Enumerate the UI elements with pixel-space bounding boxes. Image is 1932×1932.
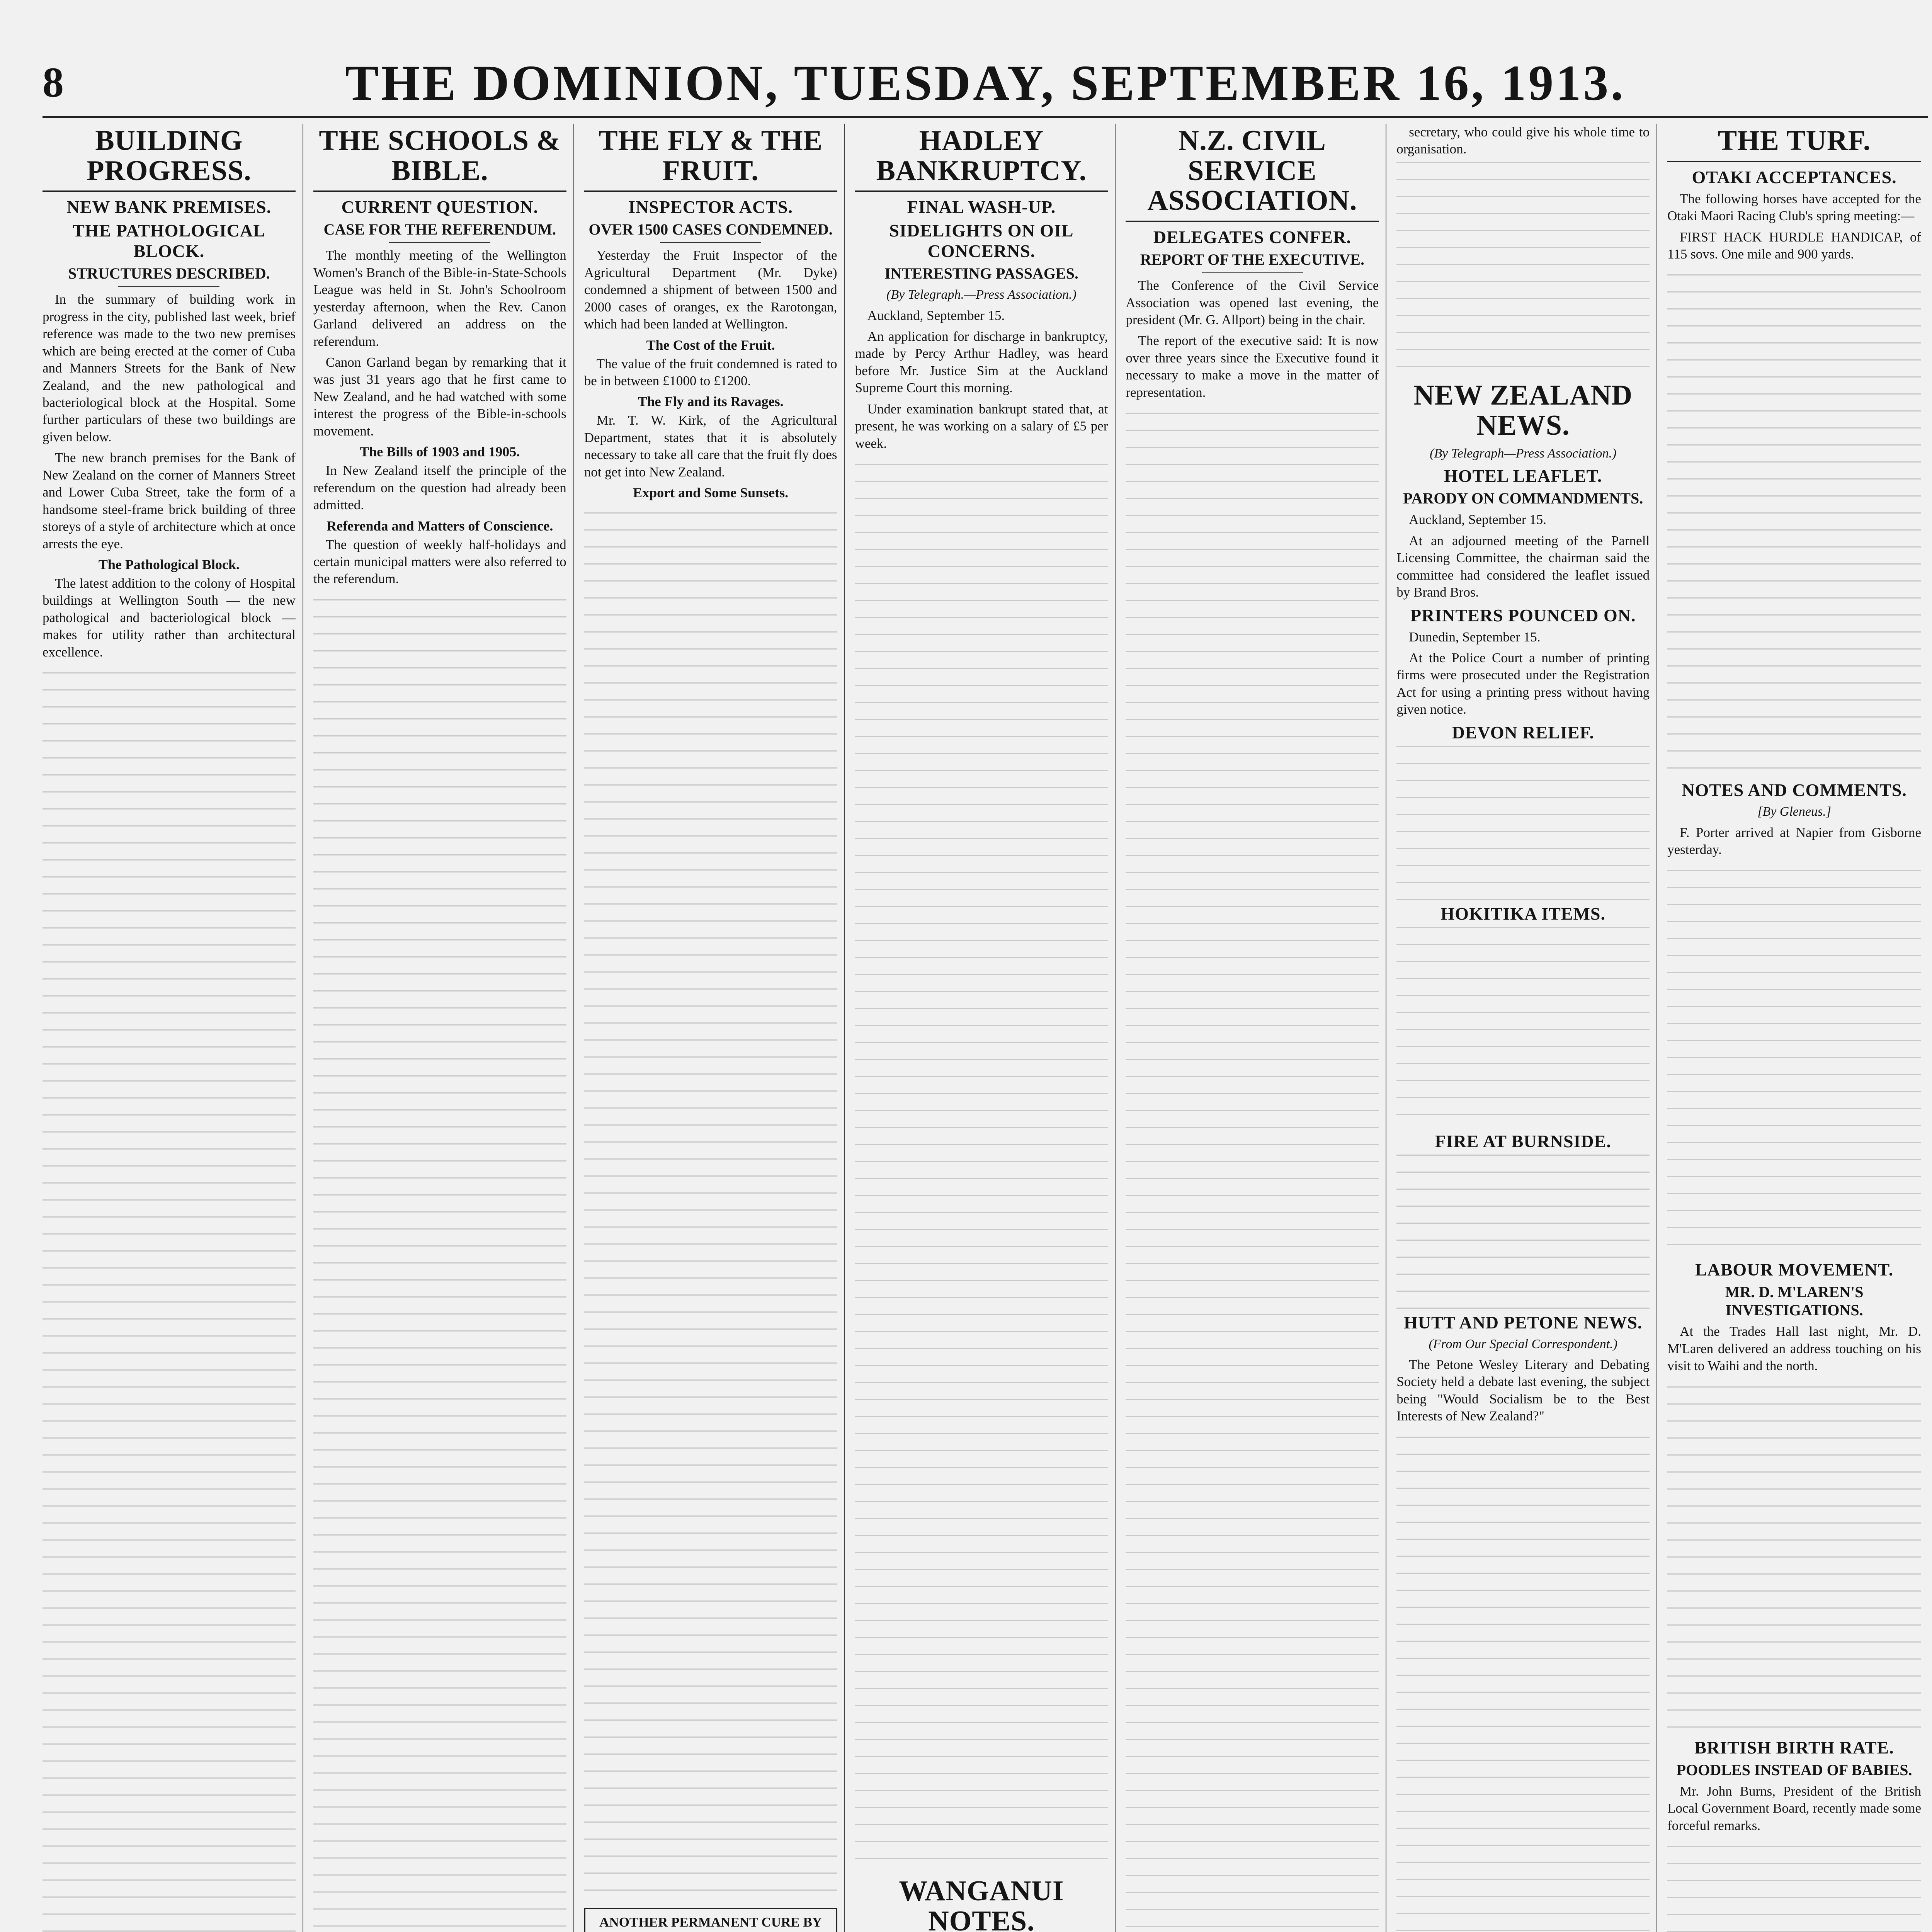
- body-paragraph: Mr. T. W. Kirk, of the Agricultural Department, states that it is absolutely necessary to take all care that the fruit fly does not get into New Zealand.: [584, 413, 837, 480]
- body-paragraph: An application for discharge in bankruptcy, made by Percy Arthur Hadley, was heard before Mr. Justice Sim at the Auckland Supreme Court this morning.: [855, 328, 1108, 396]
- article-headline: THE TURF.: [1718, 125, 1871, 156]
- divider: [389, 242, 490, 243]
- article-subheading: DEVON RELIEF.: [1452, 722, 1594, 742]
- body-paragraph: The question of weekly half-holidays and certain municipal matters were also referred to the referendum.: [313, 537, 566, 587]
- text-column-fill: [1396, 1155, 1650, 1309]
- body-paragraph: Yesterday the Fruit Inspector of the Agricultural Department (Mr. Dyke) condemned a shipment of between 1500 and 2000 cases of oranges, ex the Rarotongan, which had been landed at Wellington.: [584, 248, 837, 332]
- text-column-fill: [1396, 927, 1650, 1128]
- body-paragraph: At an adjourned meeting of the Parnell Licensing Committee, the chairman said the committee had considered the leaflet issued by Brand Bros.: [1396, 533, 1650, 600]
- column-1: [43, 124, 303, 1932]
- masthead: [43, 50, 1928, 118]
- dateline: Auckland, September 15.: [1409, 512, 1547, 527]
- divider: [118, 286, 219, 287]
- article-fly-fruit: [584, 126, 837, 501]
- body-paragraph: The following horses have accepted for the Otaki Maori Racing Club's spring meeting:—: [1667, 191, 1921, 224]
- article-headline: BUILDING PROGRESS.: [87, 125, 252, 187]
- body-paragraph: In New Zealand itself the principle of the referendum on the question had already been admitted.: [313, 463, 566, 513]
- column-6: [1396, 124, 1657, 1932]
- article-subheading: OVER 1500 CASES CONDEMNED.: [588, 221, 833, 238]
- article-subheading: INSPECTOR ACTS.: [628, 197, 793, 217]
- byline: (From Our Special Correspondent.): [1429, 1337, 1617, 1351]
- body-paragraph: The latest addition to the colony of Hospital buildings at Wellington South — the new pathological and bacteriological block — makes for utility rather than architectural excellence.: [43, 575, 296, 660]
- article-subheading: NEW BANK PREMISES.: [66, 197, 272, 217]
- column-2: [313, 124, 574, 1932]
- body-paragraph: The monthly meeting of the Wellington Women's Branch of the Bible-in-State-Schools League was held in St. John's Schoolroom yesterday afternoon, when the Rev. Canon Garland delivered an address on the referendum.: [313, 248, 566, 349]
- article-subheading: LABOUR MOVEMENT.: [1695, 1260, 1894, 1280]
- section-heading: Export and Some Sunsets.: [633, 485, 789, 501]
- article-subheading: MR. D. M'LAREN'S INVESTIGATIONS.: [1725, 1283, 1864, 1319]
- text-column-fill: [1126, 413, 1379, 1932]
- text-column-fill: [1396, 746, 1650, 900]
- advertisement-box: [584, 1908, 837, 1932]
- newspaper-title: THE DOMINION, TUESDAY, SEPTEMBER 16, 1913.: [345, 55, 1626, 111]
- text-column-fill: [855, 464, 1108, 1874]
- divider: [855, 190, 1108, 192]
- column-5: [1126, 124, 1386, 1932]
- article-subheading: HUTT AND PETONE NEWS.: [1403, 1312, 1643, 1332]
- divider: [660, 242, 761, 243]
- article-headline: NEW ZEALAND NEWS.: [1413, 379, 1633, 441]
- article-subheading: OTAKI ACCEPTANCES.: [1692, 167, 1897, 187]
- text-column-fill: [313, 599, 566, 1932]
- article-subheading: DELEGATES CONFER.: [1153, 227, 1351, 247]
- article-turf: [1667, 126, 1921, 263]
- byline: (By Telegraph.—Press Association.): [886, 287, 1077, 302]
- byline: [By Gleneus.]: [1757, 804, 1831, 819]
- article-subheading: FINAL WASH-UP.: [907, 197, 1056, 217]
- article-civil-service: [1126, 126, 1379, 401]
- body-paragraph: The report of the executive said: It is now over three years since the Executive found it necessary to make a move in the matter of representation.: [1126, 333, 1379, 400]
- page-number: 8: [43, 59, 64, 106]
- divider: [584, 190, 837, 192]
- article-subheading: BRITISH BIRTH RATE.: [1694, 1737, 1894, 1757]
- text-column-fill: [1396, 1437, 1650, 1932]
- body-paragraph: F. Porter arrived at Napier from Gisborne yesterday.: [1667, 825, 1921, 857]
- text-column-fill: [1667, 1846, 1921, 1932]
- body-paragraph: In the summary of building work in progress in the city, published last week, brief reference was made to the two new premises which are being erected at the corner of Cuba and Manners Streets for the Bank of New Zealand, and the new pathological and bacteriological block at the Hospital. Some further particulars of these two buildings are given below.: [43, 292, 296, 444]
- article-subheading: PRINTERS POUNCED ON.: [1410, 605, 1636, 625]
- article-headline: WANGANUI NOTES.: [899, 1875, 1064, 1932]
- section-heading: Referenda and Matters of Conscience.: [327, 518, 553, 534]
- article-headline: HADLEY BANKRUPTCY.: [876, 125, 1087, 187]
- body-paragraph: At the Trades Hall last night, Mr. D. M'Laren delivered an address touching on his visit to Waihi and the north.: [1667, 1324, 1921, 1374]
- article-headline: THE SCHOOLS & BIBLE.: [319, 125, 561, 187]
- text-column-fill: [1667, 1386, 1921, 1734]
- body-paragraph: The Petone Wesley Literary and Debating Society held a debate last evening, the subject being "Would Socialism be to the Best Interests of New Zealand?": [1396, 1357, 1650, 1424]
- article-notes-comments: [1667, 780, 1921, 858]
- body-paragraph: Mr. John Burns, President of the British Local Government Board, recently made some forceful remarks.: [1667, 1783, 1921, 1833]
- divider: [1126, 221, 1379, 222]
- article-subheading: CURRENT QUESTION.: [341, 197, 539, 217]
- divider: [1667, 161, 1921, 162]
- article-headline: THE FLY & THE FRUIT.: [599, 125, 823, 187]
- divider: [43, 190, 296, 192]
- text-column-fill: [1667, 870, 1921, 1256]
- article-subheading: HOTEL LEAFLET.: [1444, 466, 1602, 486]
- dateline: Auckland, September 15.: [867, 308, 1005, 323]
- article-subheading: FIRE AT BURNSIDE.: [1435, 1131, 1611, 1151]
- section-heading: The Bills of 1903 and 1905.: [360, 444, 520, 460]
- text-column-fill: [584, 512, 837, 1903]
- column-3: [584, 124, 845, 1932]
- article-subheading: REPORT OF THE EXECUTIVE.: [1140, 251, 1364, 269]
- article-subheading: SIDELIGHTS ON OIL CONCERNS.: [889, 221, 1074, 261]
- article-columns: [43, 124, 1928, 1932]
- body-paragraph: At the Police Court a number of printing firms were prosecuted under the Registration Act for using a printing press without having given notice.: [1396, 650, 1650, 717]
- column-7: [1667, 124, 1928, 1932]
- body-paragraph: FIRST HACK HURDLE HANDICAP, of 115 sovs. One mile and 900 yards.: [1667, 229, 1921, 262]
- divider: [313, 190, 566, 192]
- text-column-fill: [1396, 162, 1650, 378]
- article-subheading: INTERESTING PASSAGES.: [884, 265, 1078, 282]
- article-subheading: NOTES AND COMMENTS.: [1682, 780, 1907, 800]
- article-hadley-bankruptcy: [855, 126, 1108, 452]
- body-paragraph: The Conference of the Civil Service Association was opened last evening, the president (Mr. G. Allport) being in the chair.: [1126, 278, 1379, 327]
- body-paragraph: Canon Garland began by remarking that it was just 31 years ago that he first came to New Zealand, and he had watched with some interest the progress of the Bible-in-schools movement.: [313, 355, 566, 439]
- article-subheading: POODLES INSTEAD OF BABIES.: [1676, 1761, 1912, 1779]
- article-birth-rate: [1667, 1737, 1921, 1834]
- article-schools-bible: [313, 126, 566, 588]
- advertisement-headline: ANOTHER PERMANENT CURE BY: [599, 1915, 822, 1930]
- text-column-fill: [43, 672, 296, 1932]
- body-paragraph: The value of the fruit condemned is rated to be in between £1000 to £1200.: [584, 356, 837, 388]
- article-headline: N.Z. CIVIL SERVICE ASSOCIATION.: [1147, 125, 1357, 217]
- section-heading: The Pathological Block.: [98, 556, 240, 572]
- divider: [1202, 272, 1303, 273]
- article-nz-news: [1396, 381, 1650, 1425]
- dateline: Dunedin, September 15.: [1409, 629, 1541, 645]
- body-paragraph: The new branch premises for the Bank of New Zealand on the corner of Manners Street and Lower Cuba Street, take the form of a handsome steel-frame brick building of three storeys of a style of architecture which at once arrests the eye.: [43, 450, 296, 551]
- byline: (By Telegraph—Press Association.): [1430, 446, 1617, 461]
- article-subheading: CASE FOR THE REFERENDUM.: [323, 221, 556, 238]
- column-4: [855, 124, 1116, 1932]
- article-subheading: HOKITIKA ITEMS.: [1440, 903, 1605, 923]
- article-subheading: THE PATHOLOGICAL BLOCK.: [73, 221, 265, 261]
- section-heading: The Cost of the Fruit.: [646, 337, 775, 353]
- article-building-progress: [43, 126, 296, 661]
- section-heading: The Fly and its Ravages.: [638, 394, 784, 410]
- body-paragraph: secretary, who could give his whole time to organisation.: [1396, 124, 1650, 157]
- article-wanganui-notes: [855, 1876, 1108, 1932]
- article-subheading: STRUCTURES DESCRIBED.: [68, 265, 270, 282]
- article-labour-movement: [1667, 1259, 1921, 1374]
- article-subheading: PARODY ON COMMANDMENTS.: [1403, 490, 1643, 507]
- text-column-fill: [1667, 274, 1921, 777]
- body-paragraph: Under examination bankrupt stated that, at present, he was working on a salary of £5 per week.: [855, 401, 1108, 451]
